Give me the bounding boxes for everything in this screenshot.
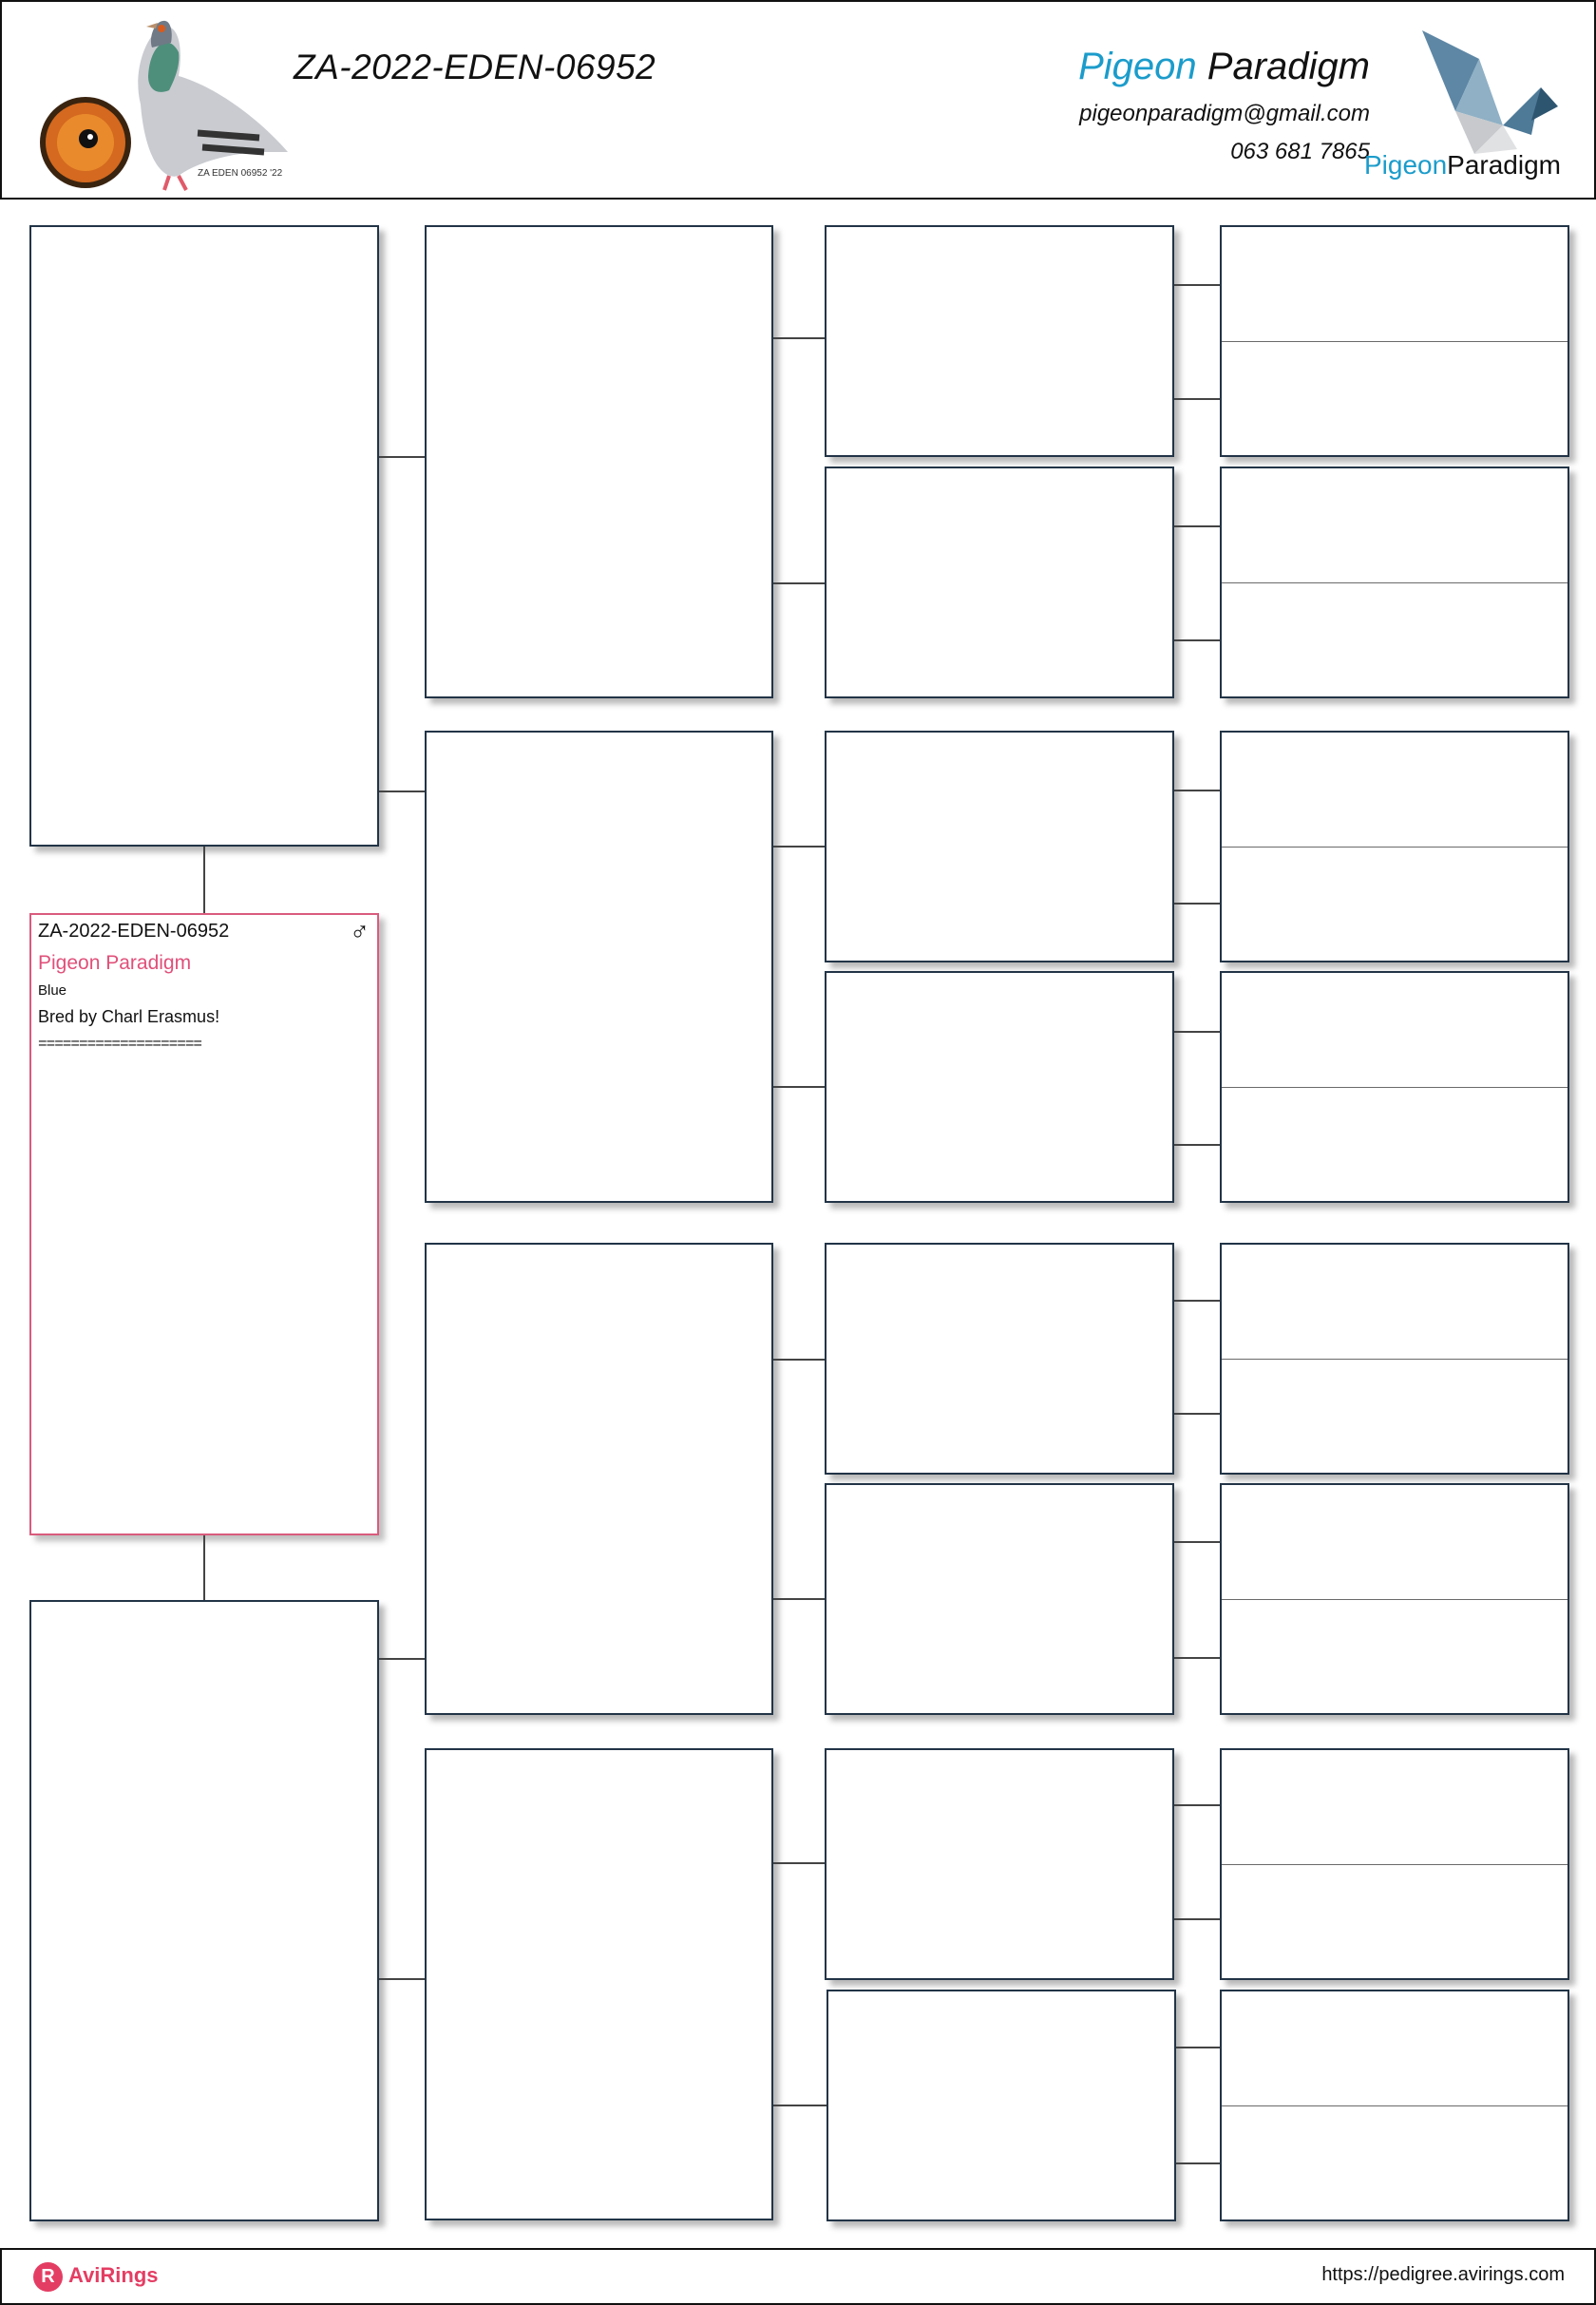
subject-ring-number: ZA-2022-EDEN-06952 — [38, 921, 230, 942]
brand-name-part2: Paradigm — [1206, 46, 1370, 87]
connector-line — [1174, 1031, 1220, 1033]
subject-owner: Pigeon Paradigm — [38, 952, 192, 974]
gen4-card[interactable] — [1220, 1243, 1569, 1475]
avirings-logo-name: AviRings — [68, 2263, 159, 2287]
connector-line — [773, 1598, 825, 1600]
header-ring-number: ZA-2022-EDEN-06952 — [294, 48, 656, 86]
gen3-card[interactable] — [825, 1748, 1174, 1980]
male-symbol-icon: ♂ — [350, 917, 370, 946]
connector-line — [1174, 1541, 1220, 1543]
gen3-card[interactable] — [825, 225, 1174, 457]
connector-line — [773, 1359, 825, 1361]
connector-line — [1174, 639, 1220, 641]
logo-text-part2: Paradigm — [1447, 150, 1561, 180]
gen2-card[interactable] — [425, 225, 773, 698]
gen4-card[interactable] — [1220, 225, 1569, 457]
gen4-card[interactable] — [1220, 1748, 1569, 1980]
header-email: pigeonparadigm@gmail.com — [1079, 101, 1370, 126]
connector-line — [1176, 2162, 1220, 2164]
gen3-card[interactable] — [825, 731, 1174, 962]
dam-card[interactable] — [29, 1600, 379, 2221]
header-phone: 063 681 7865 — [1230, 139, 1370, 164]
gen3-card[interactable] — [826, 1990, 1176, 2221]
connector-line — [773, 1086, 825, 1088]
brand-name-part1: Pigeon — [1078, 46, 1197, 87]
gen2-card[interactable] — [425, 1748, 773, 2220]
footer-url[interactable]: https://pedigree.avirings.com — [1321, 2264, 1565, 2285]
connector-line — [1176, 2047, 1220, 2048]
connector-line — [773, 846, 825, 848]
logo-text — [1364, 150, 1561, 181]
gen3-card[interactable] — [825, 1243, 1174, 1475]
connector-line — [1174, 903, 1220, 905]
pigeon-photo — [36, 10, 293, 195]
header-brand-name — [1078, 46, 1370, 88]
gen3-card[interactable] — [825, 467, 1174, 698]
connector-line — [1174, 284, 1220, 286]
connector-line — [1174, 1918, 1220, 1920]
connector-line — [1174, 1413, 1220, 1415]
connector-line — [203, 1535, 205, 1600]
connector-line — [379, 456, 425, 458]
gen4-card[interactable] — [1220, 731, 1569, 962]
subject-color: Blue — [38, 982, 67, 999]
gen2-card[interactable] — [425, 731, 773, 1203]
connector-line — [1174, 525, 1220, 527]
gen4-card[interactable] — [1220, 1483, 1569, 1715]
connector-line — [1174, 1300, 1220, 1302]
connector-line — [1174, 1804, 1220, 1806]
gen3-card[interactable] — [825, 971, 1174, 1203]
gen2-card[interactable] — [425, 1243, 773, 1715]
connector-line — [1174, 1657, 1220, 1659]
sire-card[interactable] — [29, 225, 379, 847]
connector-line — [1174, 1144, 1220, 1146]
connector-line — [1174, 790, 1220, 791]
connector-line — [773, 2105, 826, 2106]
connector-line — [379, 1658, 425, 1660]
connector-line — [203, 847, 205, 913]
gen4-card[interactable] — [1220, 467, 1569, 698]
connector-line — [773, 1862, 825, 1864]
connector-line — [773, 582, 825, 584]
subject-note: Bred by Charl Erasmus! — [38, 1007, 220, 1026]
gen4-card[interactable] — [1220, 1990, 1569, 2221]
gen3-card[interactable] — [825, 1483, 1174, 1715]
connector-line — [379, 1978, 425, 1980]
avirings-logo-icon: R — [33, 2262, 63, 2292]
pedigree-header — [0, 0, 1596, 200]
connector-line — [379, 791, 425, 792]
subject-separator: ==================== — [38, 1036, 202, 1053]
pedigree-footer — [0, 2248, 1596, 2305]
gen4-card[interactable] — [1220, 971, 1569, 1203]
connector-line — [773, 337, 825, 339]
svg-text:ZA EDEN 06952 '22: ZA EDEN 06952 '22 — [198, 168, 283, 179]
logo-text-part1: Pigeon — [1363, 150, 1448, 180]
connector-line — [1174, 398, 1220, 400]
subject-card[interactable] — [29, 913, 379, 1535]
